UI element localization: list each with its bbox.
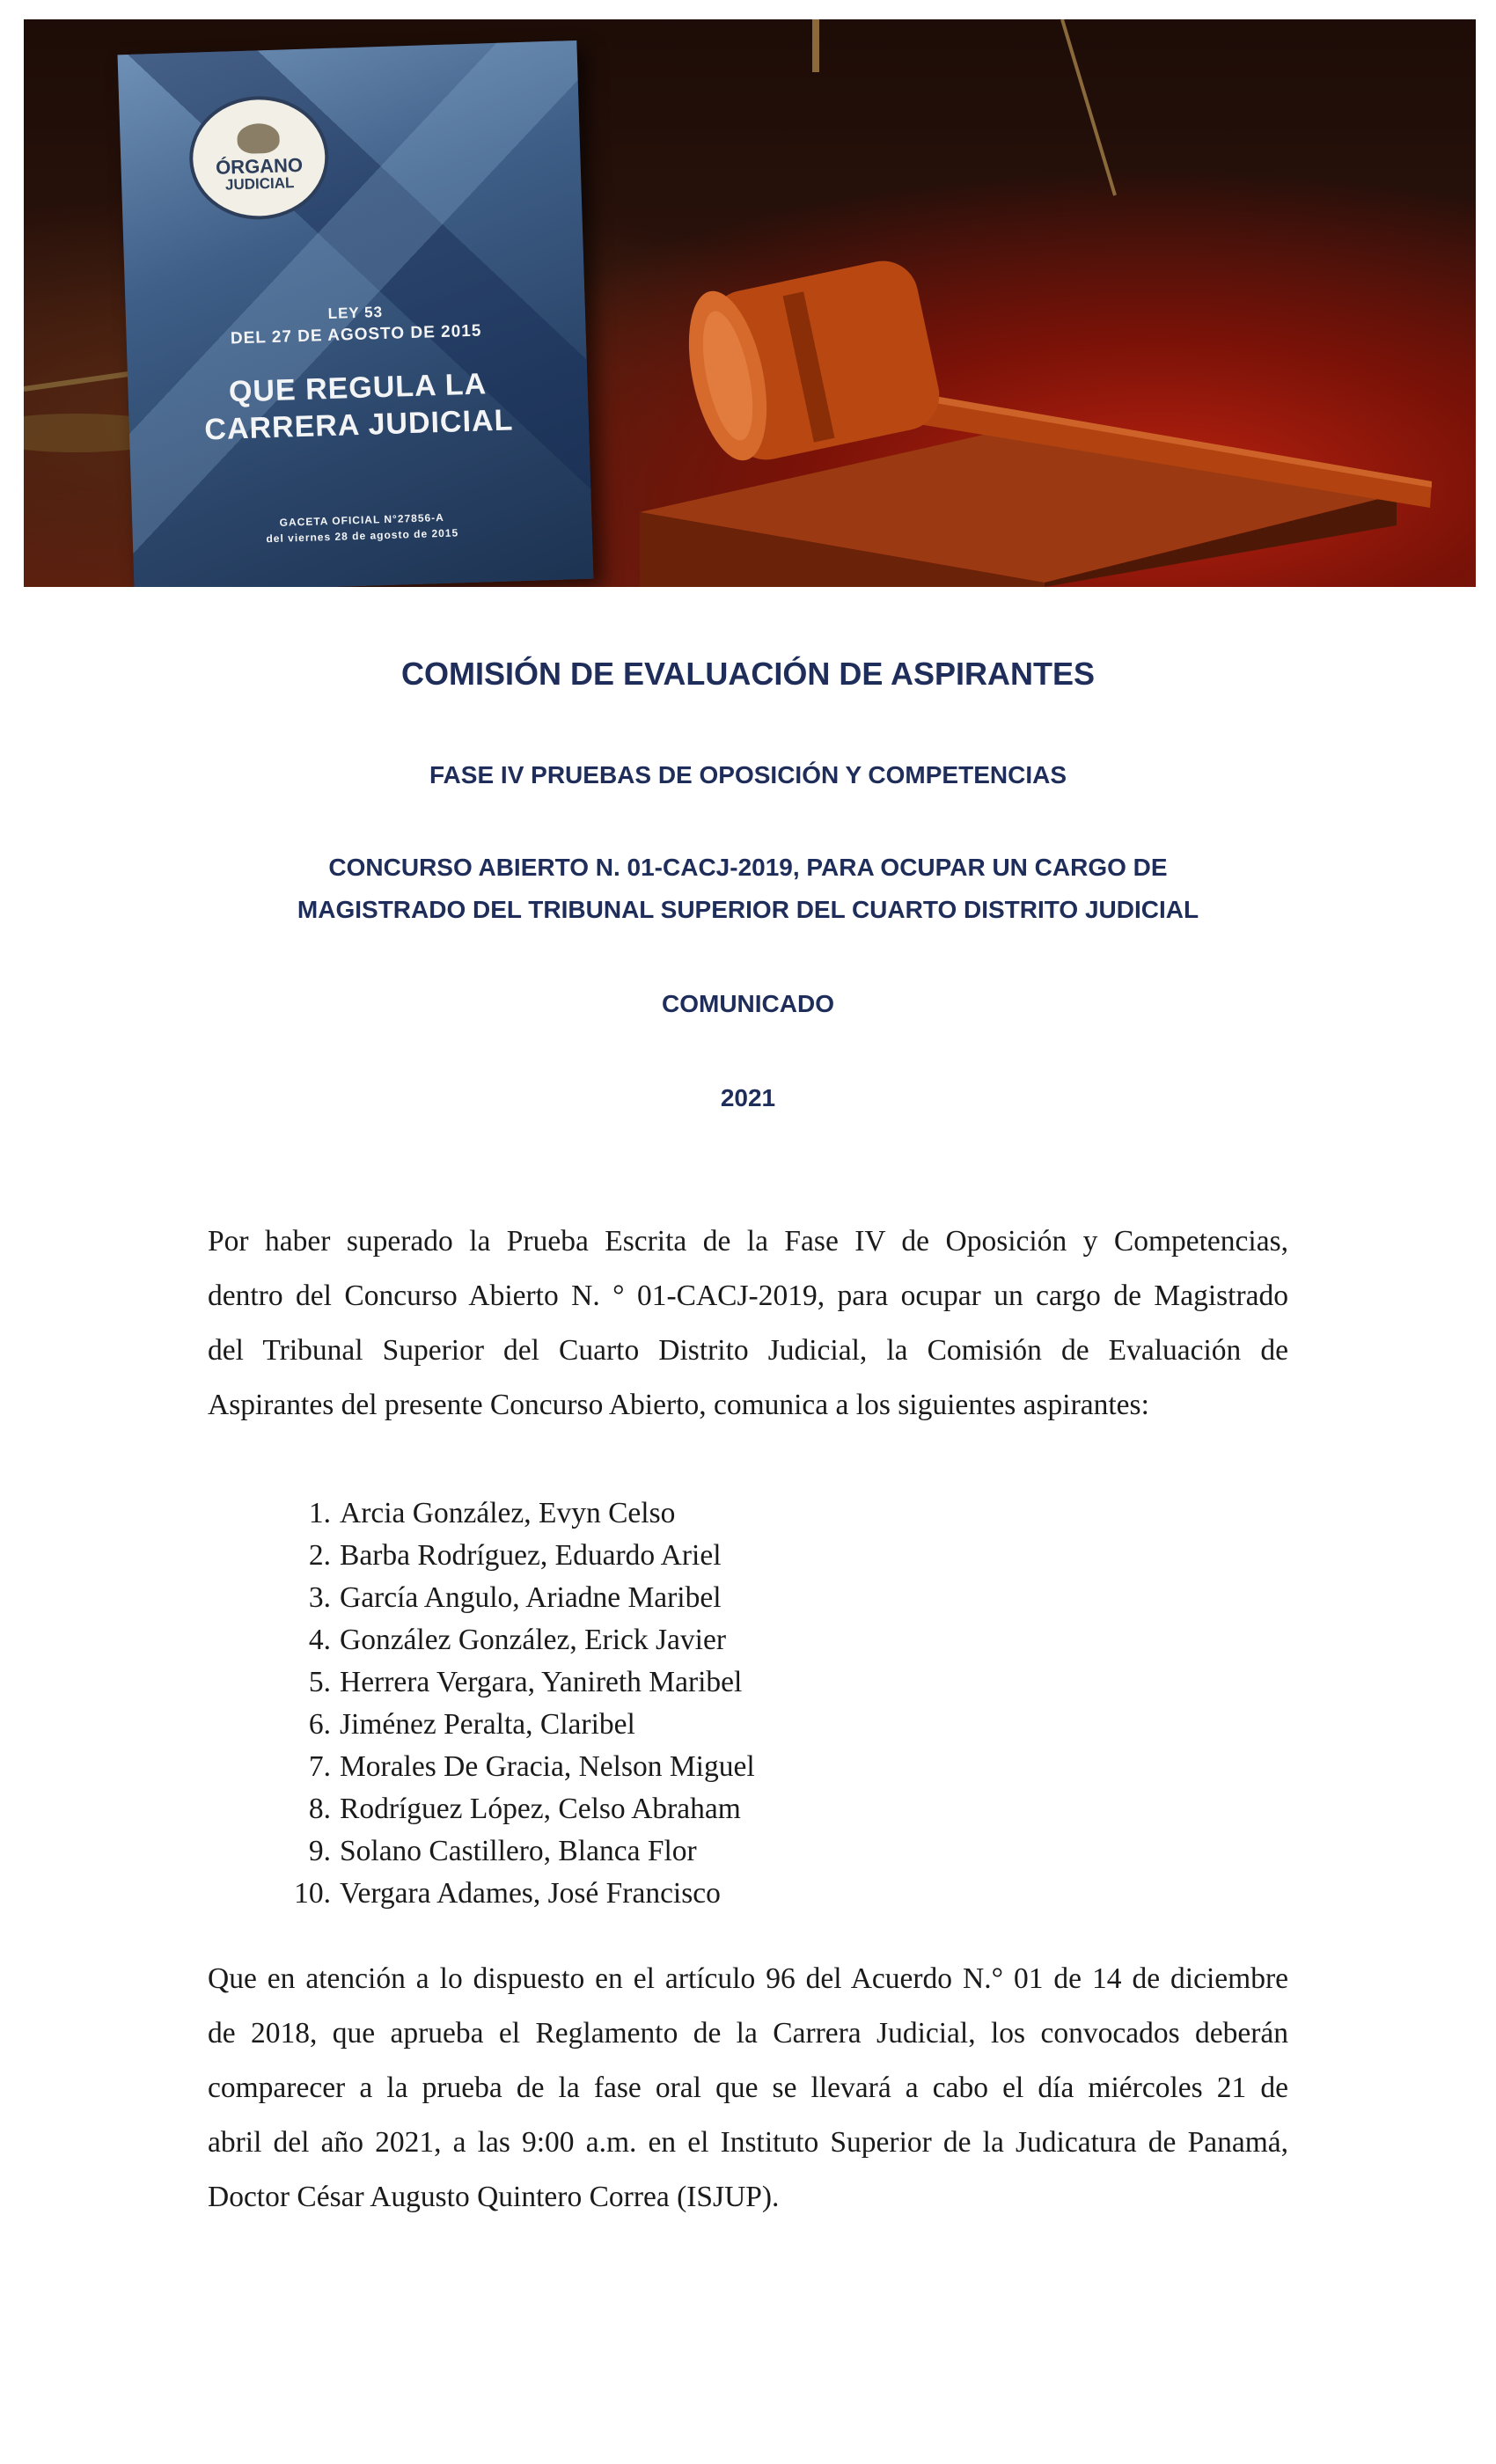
list-number: 5. [308,1666,331,1698]
law-book-cover [118,40,594,587]
document-type: COMUNICADO [662,990,834,1017]
contest-title-line1: CONCURSO ABIERTO N. 01-CACJ-2019, PARA OCUPAR UN CARGO DE [328,854,1168,881]
aspirant-name: Vergara Adames, José Francisco [340,1877,721,1910]
aspirant-name: Solano Castillero, Blanca Flor [340,1835,697,1867]
list-item [290,1873,755,1915]
paragraph-line: abril del año 2021, a las 9:00 a.m. en el Instituto Superior de la Judicatura de Panamá, [208,2126,1288,2159]
list-item [290,1492,755,1535]
book-title-line1: QUE REGULA LA [228,367,488,409]
list-number: 1. [308,1497,331,1529]
phase-title: FASE IV PRUEBAS DE OPOSICIÓN Y COMPETENCIAS [429,761,1067,788]
header-banner-image [24,19,1476,587]
list-item [290,1704,755,1746]
paragraph-line: Doctor César Augusto Quintero Correa (ISJUP). [208,2181,780,2213]
aspirant-name: Rodríguez López, Celso Abraham [340,1793,741,1825]
aspirant-name: Arcia González, Evyn Celso [340,1497,676,1529]
logo-text-organo: ÓRGANO [215,153,304,179]
logo-text-judicial: JUDICIAL [224,174,295,194]
aspirant-name: García Angulo, Ariadne Maribel [340,1581,722,1614]
paragraph-line: comparecer a la prueba de la fase oral que se llevará a cabo el día miércoles 21 de [208,2072,1288,2104]
aspirant-name: Jiménez Peralta, Claribel [340,1708,635,1741]
book-title-line2: CARRERA JUDICIAL [203,403,514,447]
list-item [290,1661,755,1704]
scale-chain [1062,19,1115,195]
list-number: 2. [308,1539,331,1572]
aspirant-name: González González, Erick Javier [340,1624,726,1656]
list-item [290,1788,755,1830]
list-number: 7. [308,1750,331,1783]
book-law-number: LEY 53 [327,304,384,322]
closing-paragraph [208,1952,1288,2225]
commission-title: COMISIÓN DE EVALUACIÓN DE ASPIRANTES [400,656,1096,692]
list-item [290,1830,755,1873]
aspirant-name: Herrera Vergara, Yanireth Maribel [340,1666,743,1698]
aspirant-name: Morales De Gracia, Nelson Miguel [340,1750,755,1783]
list-number: 8. [308,1793,331,1825]
paragraph-line: Aspirantes del presente Concurso Abierto, comunica a los siguientes aspirantes: [208,1389,1149,1421]
list-item [290,1535,755,1577]
book-law-date: DEL 27 DE AGOSTO DE 2015 [230,321,482,348]
paragraph-line: Por haber superado la Prueba Escrita de la Fase IV de Oposición y Competencias, [208,1225,1288,1258]
paragraph-line: del Tribunal Superior del Cuarto Distrito Judicial, la Comisión de Evaluación de [208,1334,1288,1367]
document-year: 2021 [720,1084,776,1111]
book-gazette-line1: GACETA OFICIAL N°27856-A [279,510,445,529]
paragraph-line: dentro del Concurso Abierto N. ° 01-CACJ-2019, para ocupar un cargo de Magistrado [208,1280,1288,1312]
list-item [290,1746,755,1788]
list-number: 3. [308,1581,331,1614]
seal-icon [237,123,280,154]
list-item [290,1577,755,1619]
list-number: 6. [308,1708,331,1741]
list-number: 4. [308,1624,331,1656]
list-number: 9. [308,1835,331,1867]
intro-paragraph [208,1214,1288,1433]
aspirants-list [290,1492,755,1915]
paragraph-line: Que en atención a lo dispuesto en el artículo 96 del Acuerdo N.° 01 de 14 de diciembre [208,1962,1288,1995]
organo-judicial-logo [187,94,330,222]
list-item [290,1619,755,1661]
aspirant-name: Barba Rodríguez, Eduardo Ariel [340,1539,722,1572]
book-gazette-line2: del viernes 28 de agosto de 2015 [266,526,459,546]
list-number: 10. [294,1877,331,1910]
contest-title-line2: MAGISTRADO DEL TRIBUNAL SUPERIOR DEL CUARTO DISTRITO JUDICIAL [297,896,1199,923]
paragraph-line: de 2018, que aprueba el Reglamento de la Carrera Judicial, los convocados deberán [208,2017,1288,2050]
